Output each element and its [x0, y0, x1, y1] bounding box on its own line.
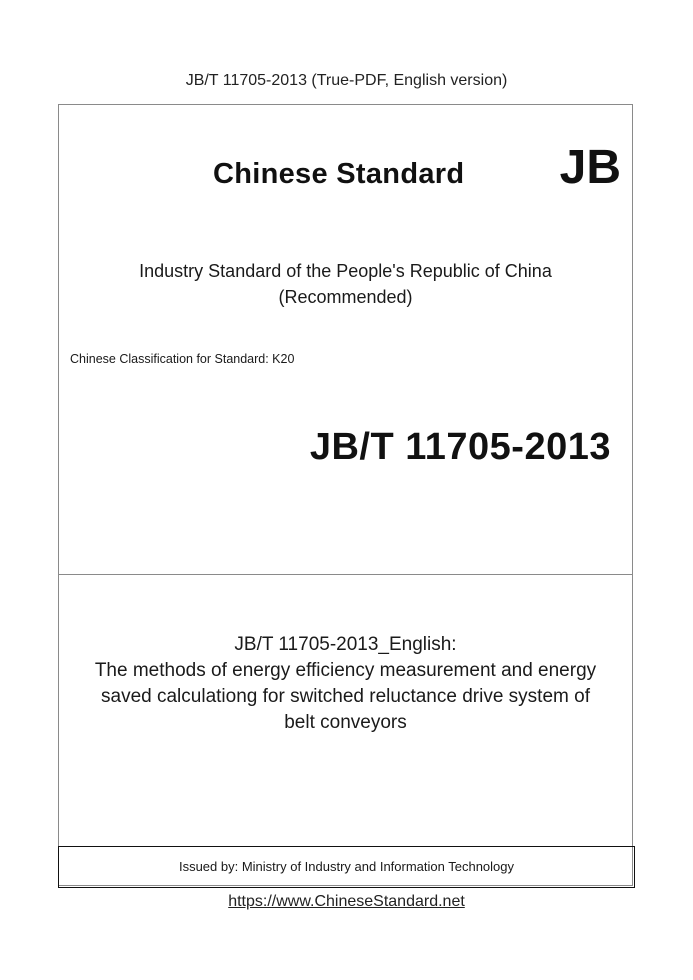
document-title-line: The methods of energy efficiency measurement and energy: [94, 660, 597, 681]
cover-frame: [58, 104, 633, 886]
industry-standard-label: [58, 258, 633, 310]
cover-title: Chinese Standard: [213, 158, 465, 190]
industry-standard-line: Industry Standard of the People's Republic of China: [139, 261, 552, 281]
standard-number: JB/T 11705-2013: [309, 426, 611, 468]
standard-code-mark: JB: [559, 141, 621, 194]
issuer-box: [58, 846, 635, 888]
section-divider: [58, 574, 633, 575]
website-link[interactable]: https://www.ChineseStandard.net: [228, 893, 465, 910]
recommended-label: (Recommended): [278, 287, 413, 307]
document-title-line: JB/T 11705-2013_English:: [234, 634, 457, 655]
cover-title-row: [58, 141, 633, 210]
document-title-line: belt conveyors: [284, 712, 407, 733]
page-header: JB/T 11705-2013 (True-PDF, English version): [185, 72, 508, 89]
document-title: [58, 632, 633, 736]
document-title-line: saved calculationg for switched reluctance drive system of: [101, 686, 590, 707]
classification-label: Chinese Classification for Standard: K20: [70, 352, 295, 366]
issuer-label: Issued by: Ministry of Industry and Information Technology: [178, 859, 515, 874]
